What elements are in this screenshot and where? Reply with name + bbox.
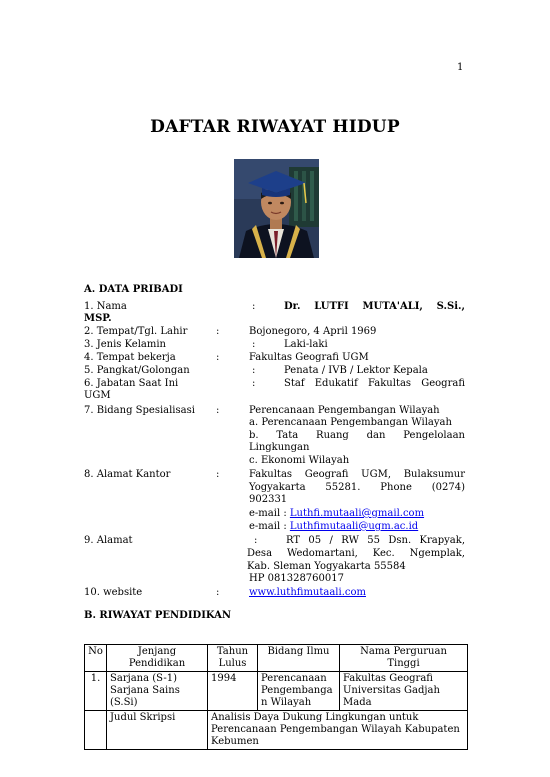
- alamat-kantor-value-2: Yogyakarta 55281. Phone (0274): [249, 482, 465, 493]
- education-table: [84, 644, 468, 750]
- section-heading-education: B. RIWAYAT PENDIDIKAN: [84, 610, 232, 621]
- alamat-colon: :: [254, 535, 258, 546]
- jenis-kelamin-value: Laki-laki: [284, 339, 328, 350]
- ttl-label: 2. Tempat/Tgl. Lahir: [84, 326, 188, 337]
- cell-bidang: Perencanaan Pengembangan Wilayah: [258, 672, 340, 711]
- cell-jenjang: Sarjana (S-1) Sarjana Sains (S.Si): [107, 672, 208, 711]
- nama-label: 1. Nama: [84, 301, 127, 312]
- header-bidang: Bidang Ilmu: [258, 645, 340, 672]
- email-line-1: [249, 508, 424, 520]
- website-link[interactable]: www.luthfimutaali.com: [249, 587, 366, 598]
- nama-value-cont: MSP.: [84, 313, 112, 324]
- ttl-colon: :: [216, 326, 220, 337]
- spesialisasi-colon: :: [216, 405, 220, 416]
- alamat-phone: HP 081328760017: [249, 573, 344, 584]
- cell-perguruan: Fakultas Geografi Universitas Gadjah Mada: [340, 672, 468, 711]
- tempat-bekerja-colon: :: [216, 352, 220, 363]
- nama-value: Dr. LUTFI MUTA'ALI, S.Si.,: [284, 301, 465, 312]
- cell-empty: [85, 711, 107, 750]
- jabatan-label: 6. Jabatan Saat Ini: [84, 378, 179, 389]
- pangkat-colon: :: [252, 365, 256, 376]
- tempat-bekerja-label: 4. Tempat bekerja: [84, 352, 176, 363]
- pangkat-label: 5. Pangkat/Golongan: [84, 365, 190, 376]
- spesialisasi-item-c: c. Ekonomi Wilayah: [249, 455, 350, 466]
- jenis-kelamin-colon: :: [252, 339, 256, 350]
- jabatan-value-cont: UGM: [84, 390, 111, 401]
- alamat-label: 9. Alamat: [84, 535, 133, 546]
- alamat-kantor-label: 8. Alamat Kantor: [84, 469, 171, 480]
- jabatan-value: Staf Edukatif Fakultas Geografi: [284, 378, 465, 389]
- tempat-bekerja-value: Fakultas Geografi UGM: [249, 352, 369, 363]
- page-number: 1: [457, 62, 464, 73]
- header-perguruan: Nama Perguruan Tinggi: [340, 645, 468, 672]
- spesialisasi-item-a: a. Perencanaan Pengembangan Wilayah: [249, 417, 452, 428]
- jabatan-colon: :: [252, 378, 256, 389]
- cell-skripsi-label: Judul Skripsi: [107, 711, 208, 750]
- header-no: No: [85, 645, 107, 672]
- table-header-row: [85, 645, 468, 672]
- header-tahun: Tahun Lulus: [208, 645, 258, 672]
- header-jenjang: Jenjang Pendidikan: [107, 645, 208, 672]
- alamat-value-2: Desa Wedomartani, Kec. Ngemplak,: [247, 548, 465, 559]
- ttl-value: Bojonegoro, 4 April 1969: [249, 326, 377, 337]
- graduation-portrait-image: [234, 159, 319, 258]
- table-row-skripsi: [85, 711, 468, 750]
- alamat-kantor-value-3: 902331: [249, 494, 288, 505]
- cell-tahun: 1994: [208, 672, 258, 711]
- email-prefix: e-mail :: [249, 521, 290, 532]
- alamat-kantor-value: Fakultas Geografi UGM, Bulaksumur: [249, 469, 465, 480]
- email-link-gmail[interactable]: Luthfi.mutaali@gmail.com: [289, 508, 425, 519]
- email-prefix: e-mail :: [249, 508, 290, 519]
- website-colon: :: [216, 587, 220, 598]
- page-title: DAFTAR RIWAYAT HIDUP: [150, 117, 400, 137]
- section-heading-personal: A. DATA PRIBADI: [84, 284, 183, 295]
- email-line-2: [249, 521, 418, 533]
- alamat-value: RT 05 / RW 55 Dsn. Krapyak,: [286, 535, 465, 546]
- jenis-kelamin-label: 3. Jenis Kelamin: [84, 339, 166, 350]
- cell-no: 1.: [85, 672, 107, 711]
- website-label: 10. website: [84, 587, 143, 598]
- spesialisasi-value: Perencanaan Pengembangan Wilayah: [249, 405, 440, 416]
- spesialisasi-label: 7. Bidang Spesialisasi: [84, 405, 195, 416]
- alamat-kantor-colon: :: [216, 469, 220, 480]
- table-row: [85, 672, 468, 711]
- profile-photo: [234, 159, 319, 258]
- cell-skripsi-value: Analisis Daya Dukung Lingkungan untuk Perencanaan Pengembangan Wilayah Kabupaten Kebumen: [208, 711, 468, 750]
- email-link-ugm[interactable]: Luthfimutaali@ugm.ac.id: [289, 521, 419, 532]
- alamat-value-3: Kab. Sleman Yogyakarta 55584: [247, 561, 406, 572]
- spesialisasi-item-b: b. Tata Ruang dan Pengelolaan: [249, 430, 465, 441]
- nama-colon: :: [252, 301, 256, 312]
- spesialisasi-item-b-cont: Lingkungan: [249, 442, 310, 453]
- pangkat-value: Penata / IVB / Lektor Kepala: [284, 365, 428, 376]
